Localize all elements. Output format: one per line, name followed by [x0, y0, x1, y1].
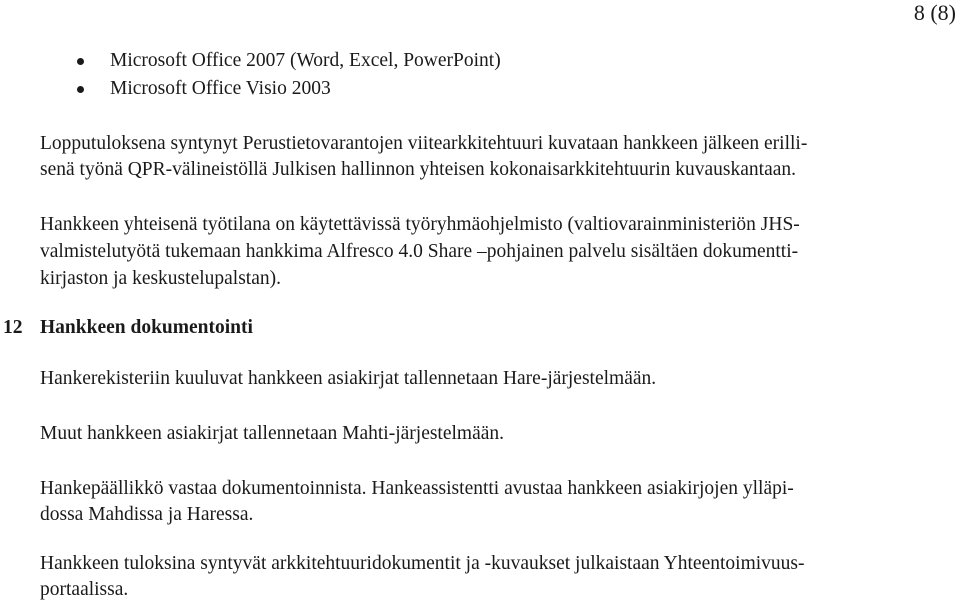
paragraph-line: valmistelutyötä tukemaan hankkima Alfresco 4.0 Share –pohjainen palvelu sisältäen dokumentti- [40, 241, 799, 262]
paragraph-line: Hankepäällikkö vastaa dokumentoinnista. Hankeassistentti avustaa hankkeen asiakirjojen ylläpi- [40, 478, 794, 499]
paragraph-line: senä työnä QPR-välineistöllä Julkisen hallinnon yhteisen kokonaisarkkitehtuurin kuvauskantaan. [40, 159, 797, 180]
paragraph-register: Hankerekisteriin kuuluvat hankkeen asiakirjat tallennetaan Hare-järjestelmään. [40, 368, 657, 389]
bullet-item: Microsoft Office Visio 2003 [110, 78, 331, 99]
page-number: 8 (8) [913, 0, 956, 25]
paragraph-line: kirjaston ja keskustelupalstan). [40, 268, 281, 289]
paragraph-line: portaalissa. [40, 579, 129, 600]
section-number: 12 [3, 317, 23, 338]
bullet-dot [77, 58, 84, 65]
bullet-item: Microsoft Office 2007 (Word, Excel, PowerPoint) [110, 50, 501, 71]
bullet-dot [77, 86, 84, 93]
paragraph-line: Hankkeen tuloksina syntyvät arkkitehtuuridokumentit ja -kuvaukset julkaistaan Yhteentoimivuus- [40, 553, 805, 574]
paragraph-mahti: Muut hankkeen asiakirjat tallennetaan Mahti-järjestelmään. [40, 423, 505, 444]
paragraph-line: Lopputuloksena syntynyt Perustietovarantojen viitearkkitehtuuri kuvataan hankkeen jälkeen erilli- [40, 133, 808, 154]
paragraph-line: dossa Mahdissa ja Haressa. [40, 504, 254, 525]
paragraph-line: Hankkeen yhteisenä työtilana on käytettävissä työryhmäohjelmisto (valtiovarainministeriön JHS- [40, 214, 800, 235]
section-title: Hankkeen dokumentointi [40, 317, 253, 338]
